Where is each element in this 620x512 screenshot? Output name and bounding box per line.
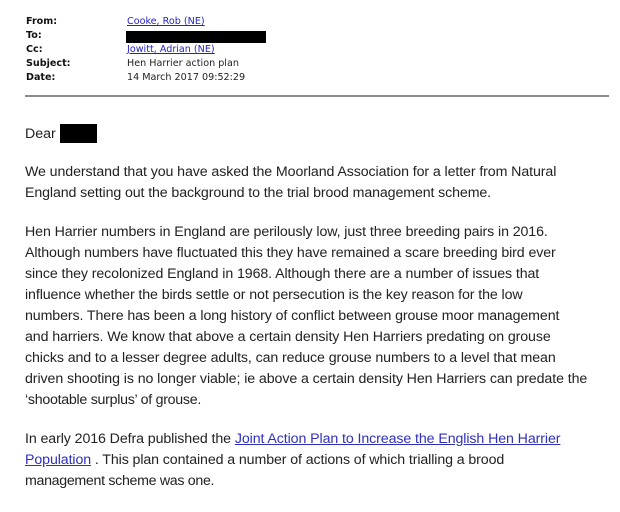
paragraph-line: and harriers. We know that above a certain density Hen Harriers predating on grouse [25,329,551,345]
to-recipient-redaction [126,31,266,43]
paragraph-line [25,450,615,471]
date-label: Date: [26,72,56,83]
paragraph-3-suffix: . This plan contained a number of actions of which trialling a brood [91,452,505,468]
date-value: 14 March 2017 09:52:29 [127,72,246,83]
paragraph-line: Hen Harrier numbers in England are perilously low, just three breeding pairs in 2016. [25,224,548,240]
cc-recipient-link[interactable]: Jowitt, Adrian (NE) [127,44,215,55]
subject-label: Subject: [26,58,71,69]
paragraph-3 [25,429,615,492]
paragraph-line: driven shooting is no longer viable; ie above a certain density Hen Harriers can predate the [25,371,588,387]
paragraph-2 [25,222,615,411]
paragraph-line: since they recolonized England in 1968. Although there are a number of issues that [25,266,540,282]
cc-label: Cc: [26,44,43,55]
greeting [25,124,615,145]
paragraph-line [25,429,615,450]
paragraph-line: management scheme was one. [25,473,215,489]
paragraph-line: Although numbers have fluctuated this they have remained a scare breeding bird ever [25,245,556,261]
paragraph-3-prefix: In early 2016 Defra published the [25,431,235,447]
paragraph-line: England setting out the background to the trial brood management scheme. [25,185,492,201]
paragraph-line: chicks and to a lesser degree adults, can reduce grouse numbers to a level that mean [25,350,556,366]
paragraph-line: numbers. There has been a long history of conflict between grouse moor management [25,308,560,324]
to-label: To: [26,30,42,41]
joint-action-plan-link[interactable]: Joint Action Plan to Increase the English Hen Harrier [234,431,561,447]
header-divider [25,95,609,97]
email-body [25,124,615,510]
paragraph-1 [25,162,615,204]
paragraph-line: We understand that you have asked the Moorland Association for a letter from Natural [25,164,557,180]
greeting-text: Dear [25,126,56,142]
joint-action-plan-link-continued[interactable]: Population [25,452,92,468]
subject-value: Hen Harrier action plan [127,58,239,69]
recipient-name-redaction [60,124,97,143]
from-label: From: [26,16,58,27]
paragraph-line: influence whether the birds settle or not persecution is the key reason for the low [25,287,523,303]
from-sender-link[interactable]: Cooke, Rob (NE) [127,16,205,27]
paragraph-line: ‘shootable surplus’ of grouse. [25,392,202,408]
